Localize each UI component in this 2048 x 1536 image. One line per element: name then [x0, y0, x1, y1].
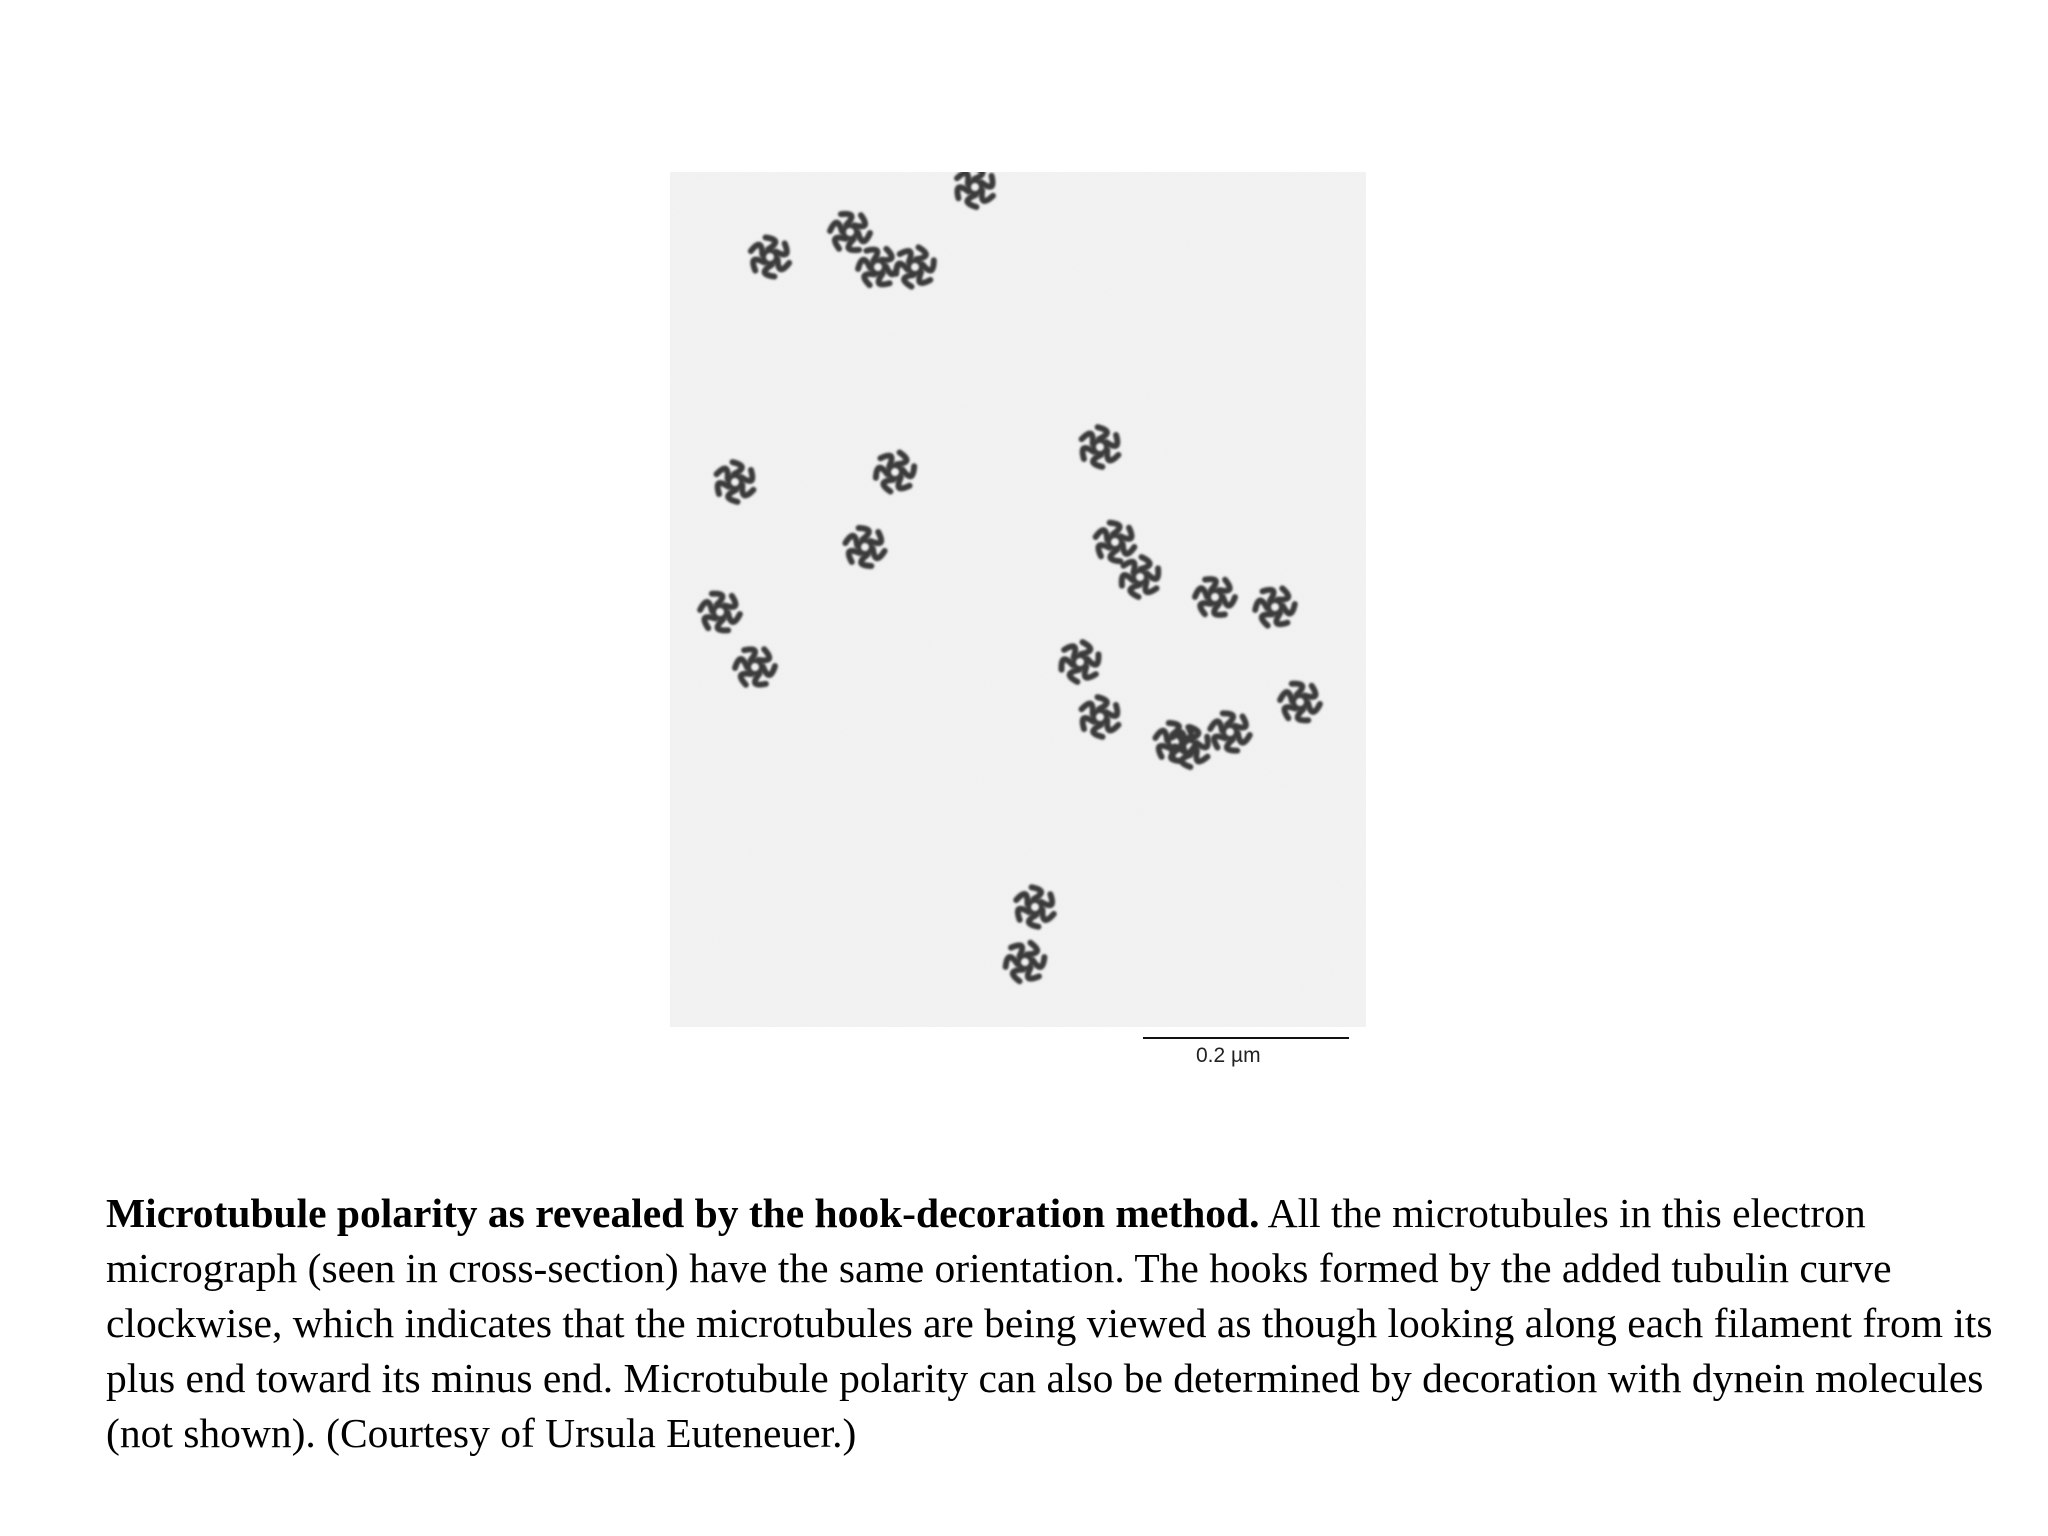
micrograph-figure	[670, 172, 1366, 1027]
electron-micrograph	[670, 172, 1366, 1027]
figure-caption	[106, 1186, 2006, 1461]
scale-bar	[1143, 1037, 1349, 1039]
caption-body: All the microtubules in this electron micrograph (seen in cross-section) have the same orientation. The hooks formed by the added tubulin curve clockwise, which indicates that the microtubules are being viewed as though looking along each filament from its plus end toward its minus end. Microtubule polarity can also be determined by decoration with dynein molecules (not shown). (Courtesy of Ursula Euteneuer.)	[106, 1190, 1993, 1456]
caption-title: Microtubule polarity as revealed by the hook-decoration method.	[106, 1190, 1260, 1236]
scale-bar-label: 0.2 µm	[1196, 1044, 1261, 1067]
